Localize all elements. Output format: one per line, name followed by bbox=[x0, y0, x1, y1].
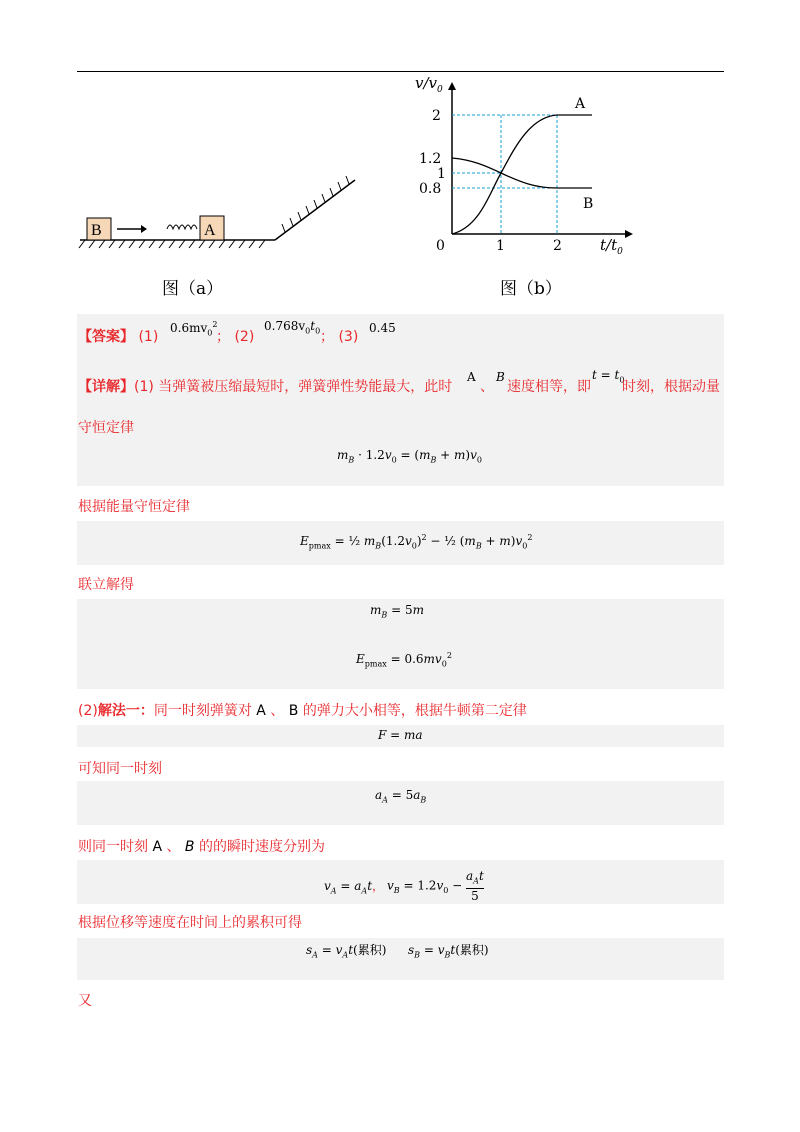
part2-line: (2)解法一：同一时刻弹簧对 A 、 B 的弹力大小相等，根据牛顿第二定律 bbox=[78, 703, 527, 719]
eq8b: $s_B = v_Bt$(累积) bbox=[408, 943, 489, 960]
y-axis-label: $v/v_0$ bbox=[415, 74, 443, 95]
y-tick-2: 2 bbox=[432, 108, 441, 124]
x-tick-0: 0 bbox=[436, 238, 445, 254]
figure-a bbox=[75, 170, 375, 260]
eq7a: $v_A = a_At$， bbox=[324, 879, 385, 896]
x-tick-1: 1 bbox=[496, 238, 505, 254]
answer-sep1: ； (2) bbox=[216, 329, 255, 345]
figure-b-caption: 图（b） bbox=[500, 279, 562, 299]
disp-text: 根据位移等速度在时间上的累积可得 bbox=[78, 915, 302, 931]
eq8-panel bbox=[77, 938, 724, 980]
y-tick-1.2: 1.2 bbox=[419, 151, 442, 167]
then-line: 则同一时刻 A 、 B 的的瞬时速度分别为 bbox=[78, 839, 325, 855]
curve-b-label: B bbox=[583, 196, 594, 212]
eq1: $m_B \cdot 1.2v_0 = (m_B + m)v_0$ bbox=[337, 448, 482, 465]
know-text: 可知同一时刻 bbox=[78, 761, 162, 777]
answer-tag: 【答案】 bbox=[78, 329, 134, 345]
detail-line-1: 【详解】(1) 当弹簧被压缩最短时，弹簧弹性势能最大，此时 bbox=[78, 379, 453, 395]
y-tick-1: 1 bbox=[437, 166, 446, 182]
energy-intro: 根据能量守恒定律 bbox=[78, 499, 190, 515]
figure-b-chart bbox=[405, 72, 645, 262]
detail-dot: 、 bbox=[480, 379, 494, 395]
block-b-label: B bbox=[91, 222, 102, 239]
y-tick-0.8: 0.8 bbox=[419, 181, 442, 197]
detail-text4: 守恒定律 bbox=[78, 420, 134, 436]
detail-text2: 速度相等，即 bbox=[507, 379, 591, 395]
answer-sep2: ； (3) bbox=[320, 329, 359, 345]
solve-intro: 联立解得 bbox=[78, 577, 134, 593]
curve-a-label: A bbox=[575, 96, 586, 112]
detail-B: B bbox=[496, 370, 505, 384]
eq7b: $v_B = 1.2v_0$ − $a_At$ 5 bbox=[387, 869, 484, 904]
eq3: $m_B = 5m$ bbox=[370, 603, 424, 620]
figure-a-caption: 图（a） bbox=[162, 279, 224, 299]
curve-a bbox=[452, 115, 592, 234]
detail-t-eq: $t = t_0$ bbox=[592, 368, 625, 385]
answer-value-3: 0.45 bbox=[369, 321, 396, 335]
answer-value-2: $0.768v_0t_0$ bbox=[264, 319, 321, 336]
answer-value-1: $0.6mv_0^2$ bbox=[170, 320, 218, 338]
answer-line bbox=[78, 326, 158, 346]
x-axis-label: $t/t_0$ bbox=[600, 236, 623, 257]
eq4: $E_{pmax} = 0.6mv_0^2$ bbox=[356, 651, 452, 669]
eq8a: $s_A = v_At$(累积) bbox=[306, 943, 387, 960]
x-tick-2: 2 bbox=[553, 238, 562, 254]
detail-A: A bbox=[467, 370, 476, 384]
detail-text3: 时刻，根据动量 bbox=[622, 379, 720, 395]
you-text: 又 bbox=[78, 993, 92, 1009]
eq5: F = ma bbox=[378, 728, 423, 742]
block-a-label: A bbox=[204, 222, 216, 239]
answer-p1: (1) bbox=[138, 329, 159, 345]
eq6: $a_A = 5a_B$ bbox=[375, 788, 427, 805]
eq2: $E_{pmax}$ = ½ $m_B(1.2v_0)^2$ − ½ $(m_B + m)v_0^2$ bbox=[300, 533, 533, 551]
